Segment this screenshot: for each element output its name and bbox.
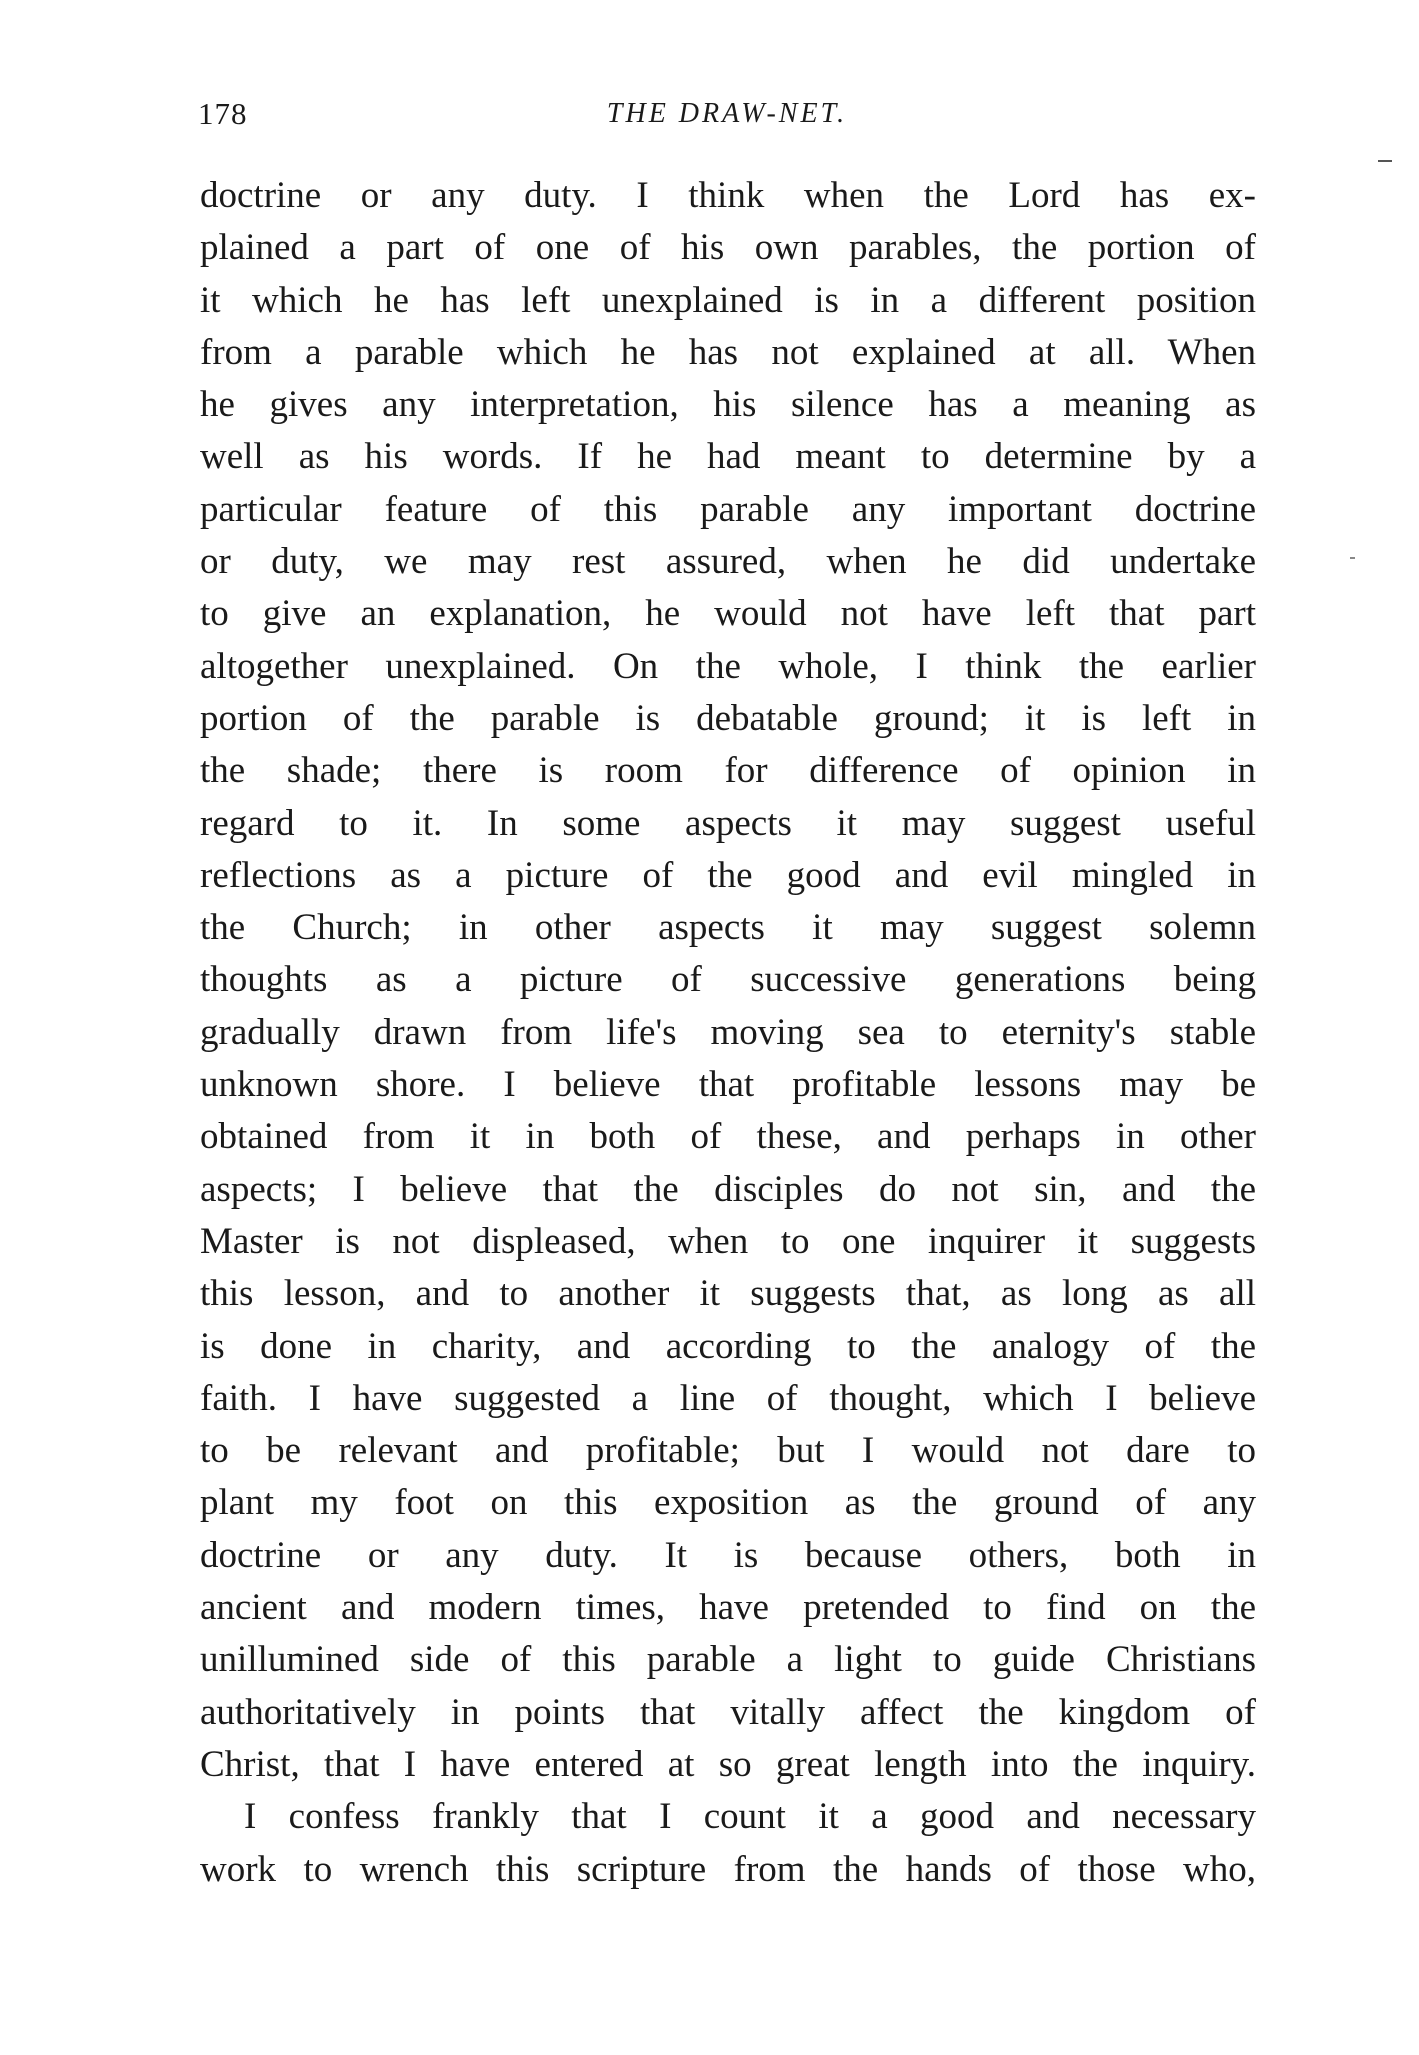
running-title: THE DRAW-NET. — [606, 98, 848, 129]
text-line: or duty, we may rest assured, when he did undertake — [200, 541, 1256, 583]
text-line: the Church; in other aspects it may suggest solemn — [200, 907, 1256, 949]
page-number: 178 — [198, 96, 248, 131]
text-line: particular feature of this parable any important doctrine — [200, 488, 1256, 530]
text-line: well as his words. If he had meant to determine by a — [200, 436, 1256, 478]
text-line: I confess frankly that I count it a good and necessary — [244, 1796, 1256, 1838]
margin-mark — [1378, 160, 1392, 162]
text-line: doctrine or any duty. I think when the Lord has ex- — [200, 175, 1256, 216]
text-line: obtained from it in both of these, and perhaps in other — [200, 1116, 1256, 1158]
text-line: doctrine or any duty. It is because others, both in — [200, 1534, 1256, 1576]
text-line: the shade; there is room for difference of opinion in — [200, 750, 1256, 792]
text-line: to give an explanation, he would not have left that part — [200, 593, 1256, 635]
text-line: Christ, that I have entered at so great length into the inquiry. — [200, 1743, 1256, 1785]
paragraph — [200, 1791, 1256, 1896]
margin-speck — [1350, 557, 1355, 559]
text-line: it which he has left unexplained is in a different position — [200, 279, 1256, 321]
text-line: is done in charity, and according to the analogy of the — [200, 1325, 1256, 1367]
text-line: thoughts as a picture of successive generations being — [200, 959, 1256, 1001]
text-line: work to wrench this scripture from the hands of those who, — [200, 1848, 1256, 1890]
text-line: from a parable which he has not explained at all. When — [200, 331, 1256, 373]
text-line: gradually drawn from life's moving sea to eternity's stable — [200, 1011, 1256, 1053]
text-line: he gives any interpretation, his silence has a meaning as — [200, 384, 1256, 426]
text-line: plant my foot on this exposition as the ground of any — [200, 1482, 1256, 1524]
text-line: authoritatively in points that vitally affect the kingdom of — [200, 1691, 1256, 1733]
page-header — [198, 96, 1256, 140]
text-line: to be relevant and profitable; but I would not dare to — [200, 1430, 1256, 1472]
body-text — [200, 170, 1256, 1896]
text-line: this lesson, and to another it suggests that, as long as all — [200, 1273, 1256, 1315]
text-line: portion of the parable is debatable ground; it is left in — [200, 697, 1256, 739]
text-line: altogether unexplained. On the whole, I think the earlier — [200, 645, 1256, 687]
text-line: faith. I have suggested a line of thought, which I believe — [200, 1377, 1256, 1419]
text-line: plained a part of one of his own parables, the portion of — [200, 227, 1256, 269]
text-line: unillumined side of this parable a light to guide Christians — [200, 1639, 1256, 1681]
text-line: regard to it. In some aspects it may suggest useful — [200, 802, 1256, 844]
text-line: ancient and modern times, have pretended to find on the — [200, 1587, 1256, 1629]
text-line: reflections as a picture of the good and evil mingled in — [200, 854, 1256, 896]
text-line: unknown shore. I believe that profitable lessons may be — [200, 1064, 1256, 1106]
text-line: Master is not displeased, when to one inquirer it suggests — [200, 1220, 1256, 1262]
paragraph — [200, 170, 1256, 1791]
text-line: aspects; I believe that the disciples do not sin, and the — [200, 1168, 1256, 1210]
